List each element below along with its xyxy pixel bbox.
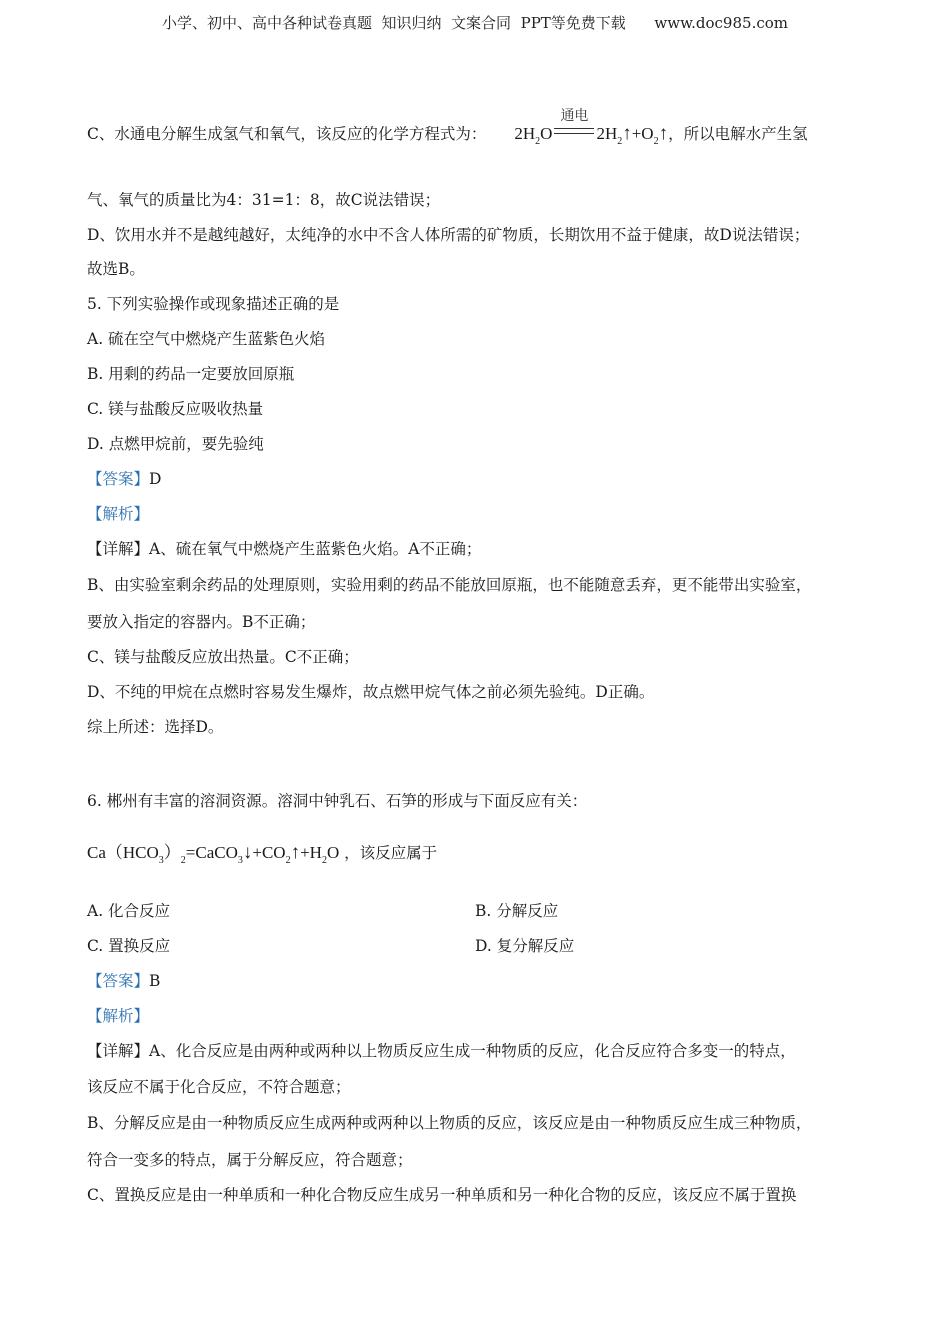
q5-detail-b2: 要放入指定的容器内。B不正确； [87, 613, 316, 631]
q5-option-b: B. 用剩的药品一定要放回原瓶 [87, 365, 295, 383]
gas-arrow-icon: ↑ [622, 123, 632, 144]
q6-answer: 【答案】B [87, 972, 161, 990]
q5-option-a: A. 硫在空气中燃烧产生蓝紫色火焰 [87, 330, 326, 348]
q5-option-c: C. 镁与盐酸反应吸收热量 [87, 400, 264, 418]
q5-detail-d: D、不纯的甲烷在点燃时容易发生爆炸，故点燃甲烷气体之前必须先验纯。D正确。 [87, 683, 655, 701]
q6-detail-b1: B、分解反应是由一种物质反应生成两种或两种以上物质的反应，该反应是由一种物质反应生成三种物质， [87, 1114, 812, 1132]
precipitate-arrow-icon: ↓ [242, 842, 253, 863]
q5-detail-c: C、镁与盐酸反应放出热量。C不正确； [87, 648, 359, 666]
q6-stem: 6. 郴州有丰富的溶洞资源。溶洞中钟乳石、石笋的形成与下面反应有关： [87, 792, 588, 810]
reaction-condition: 通电 [554, 124, 594, 144]
q6-detail-a1: 【详解】A、化合反应是由两种或两种以上物质反应生成一种物质的反应，化合反应符合多变一的特点， [87, 1042, 796, 1060]
electrolysis-equation: $2H_2O$ 通电 $2H_2↑+O_2↑$ [514, 109, 669, 147]
q4c-prefix: C、水通电分解生成氢气和氧气，该反应的化学方程式为： [87, 125, 487, 143]
q5-answer: 【答案】D [87, 470, 162, 488]
q4-option-c-line [87, 109, 808, 152]
q6-option-a: A. 化合反应 [87, 902, 171, 920]
gas-arrow-icon: ↑ [658, 123, 669, 144]
q6-option-c: C. 置换反应 [87, 937, 171, 955]
q6-detail-b2: 符合一变多的特点，属于分解反应，符合题意； [87, 1151, 413, 1169]
q4c-suffix: ，所以电解水产生氢 [668, 125, 808, 143]
q4-conclusion: 故选B。 [87, 260, 145, 278]
gas-arrow-icon: ↑ [290, 842, 301, 863]
q5-analysis-label: 【解析】 [87, 505, 150, 523]
q4-option-d: D、饮用水并不是越纯越好，太纯净的水中不含人体所需的矿物质，长期饮用不益于健康，故D说法错误； [87, 226, 810, 244]
q5-summary: 综上所述：选择D。 [87, 718, 224, 736]
q6-eq-suffix: ，该反应属于 [344, 844, 438, 862]
q6-equation-line [87, 843, 437, 871]
q5-detail-a: 【详解】A、硫在氧气中燃烧产生蓝紫色火焰。A不正确； [87, 540, 482, 558]
q6-option-d: D. 复分解反应 [475, 937, 575, 955]
q6-option-b: B. 分解反应 [475, 902, 559, 920]
q5-detail-b1: B、由实验室剩余药品的处理原则，实验用剩的药品不能放回原瓶，也不能随意丢弃，更不能带出实验室， [87, 576, 812, 594]
q6-detail-c1: C、置换反应是由一种单质和一种化合物反应生成另一种单质和另一种化合物的反应，该反应不属于置换 [87, 1186, 797, 1204]
q4c-continuation: 气、氧气的质量比为4：31=1：8，故C说法错误； [87, 191, 441, 209]
q5-stem: 5. 下列实验操作或现象描述正确的是 [87, 295, 340, 313]
page-header: 小学、初中、高中各种试卷真题 知识归纳 文案合同 PPT等免费下载 www.doc985.com [161, 14, 788, 32]
calcium-bicarbonate-equation: $Ca(HCO_3)_2=CaCO_3↓+CO_2↑+H_2O$ [87, 842, 340, 866]
q5-option-d: D. 点燃甲烷前，要先验纯 [87, 435, 264, 453]
q6-analysis-label: 【解析】 [87, 1007, 150, 1025]
q6-detail-a2: 该反应不属于化合反应，不符合题意； [87, 1078, 351, 1096]
